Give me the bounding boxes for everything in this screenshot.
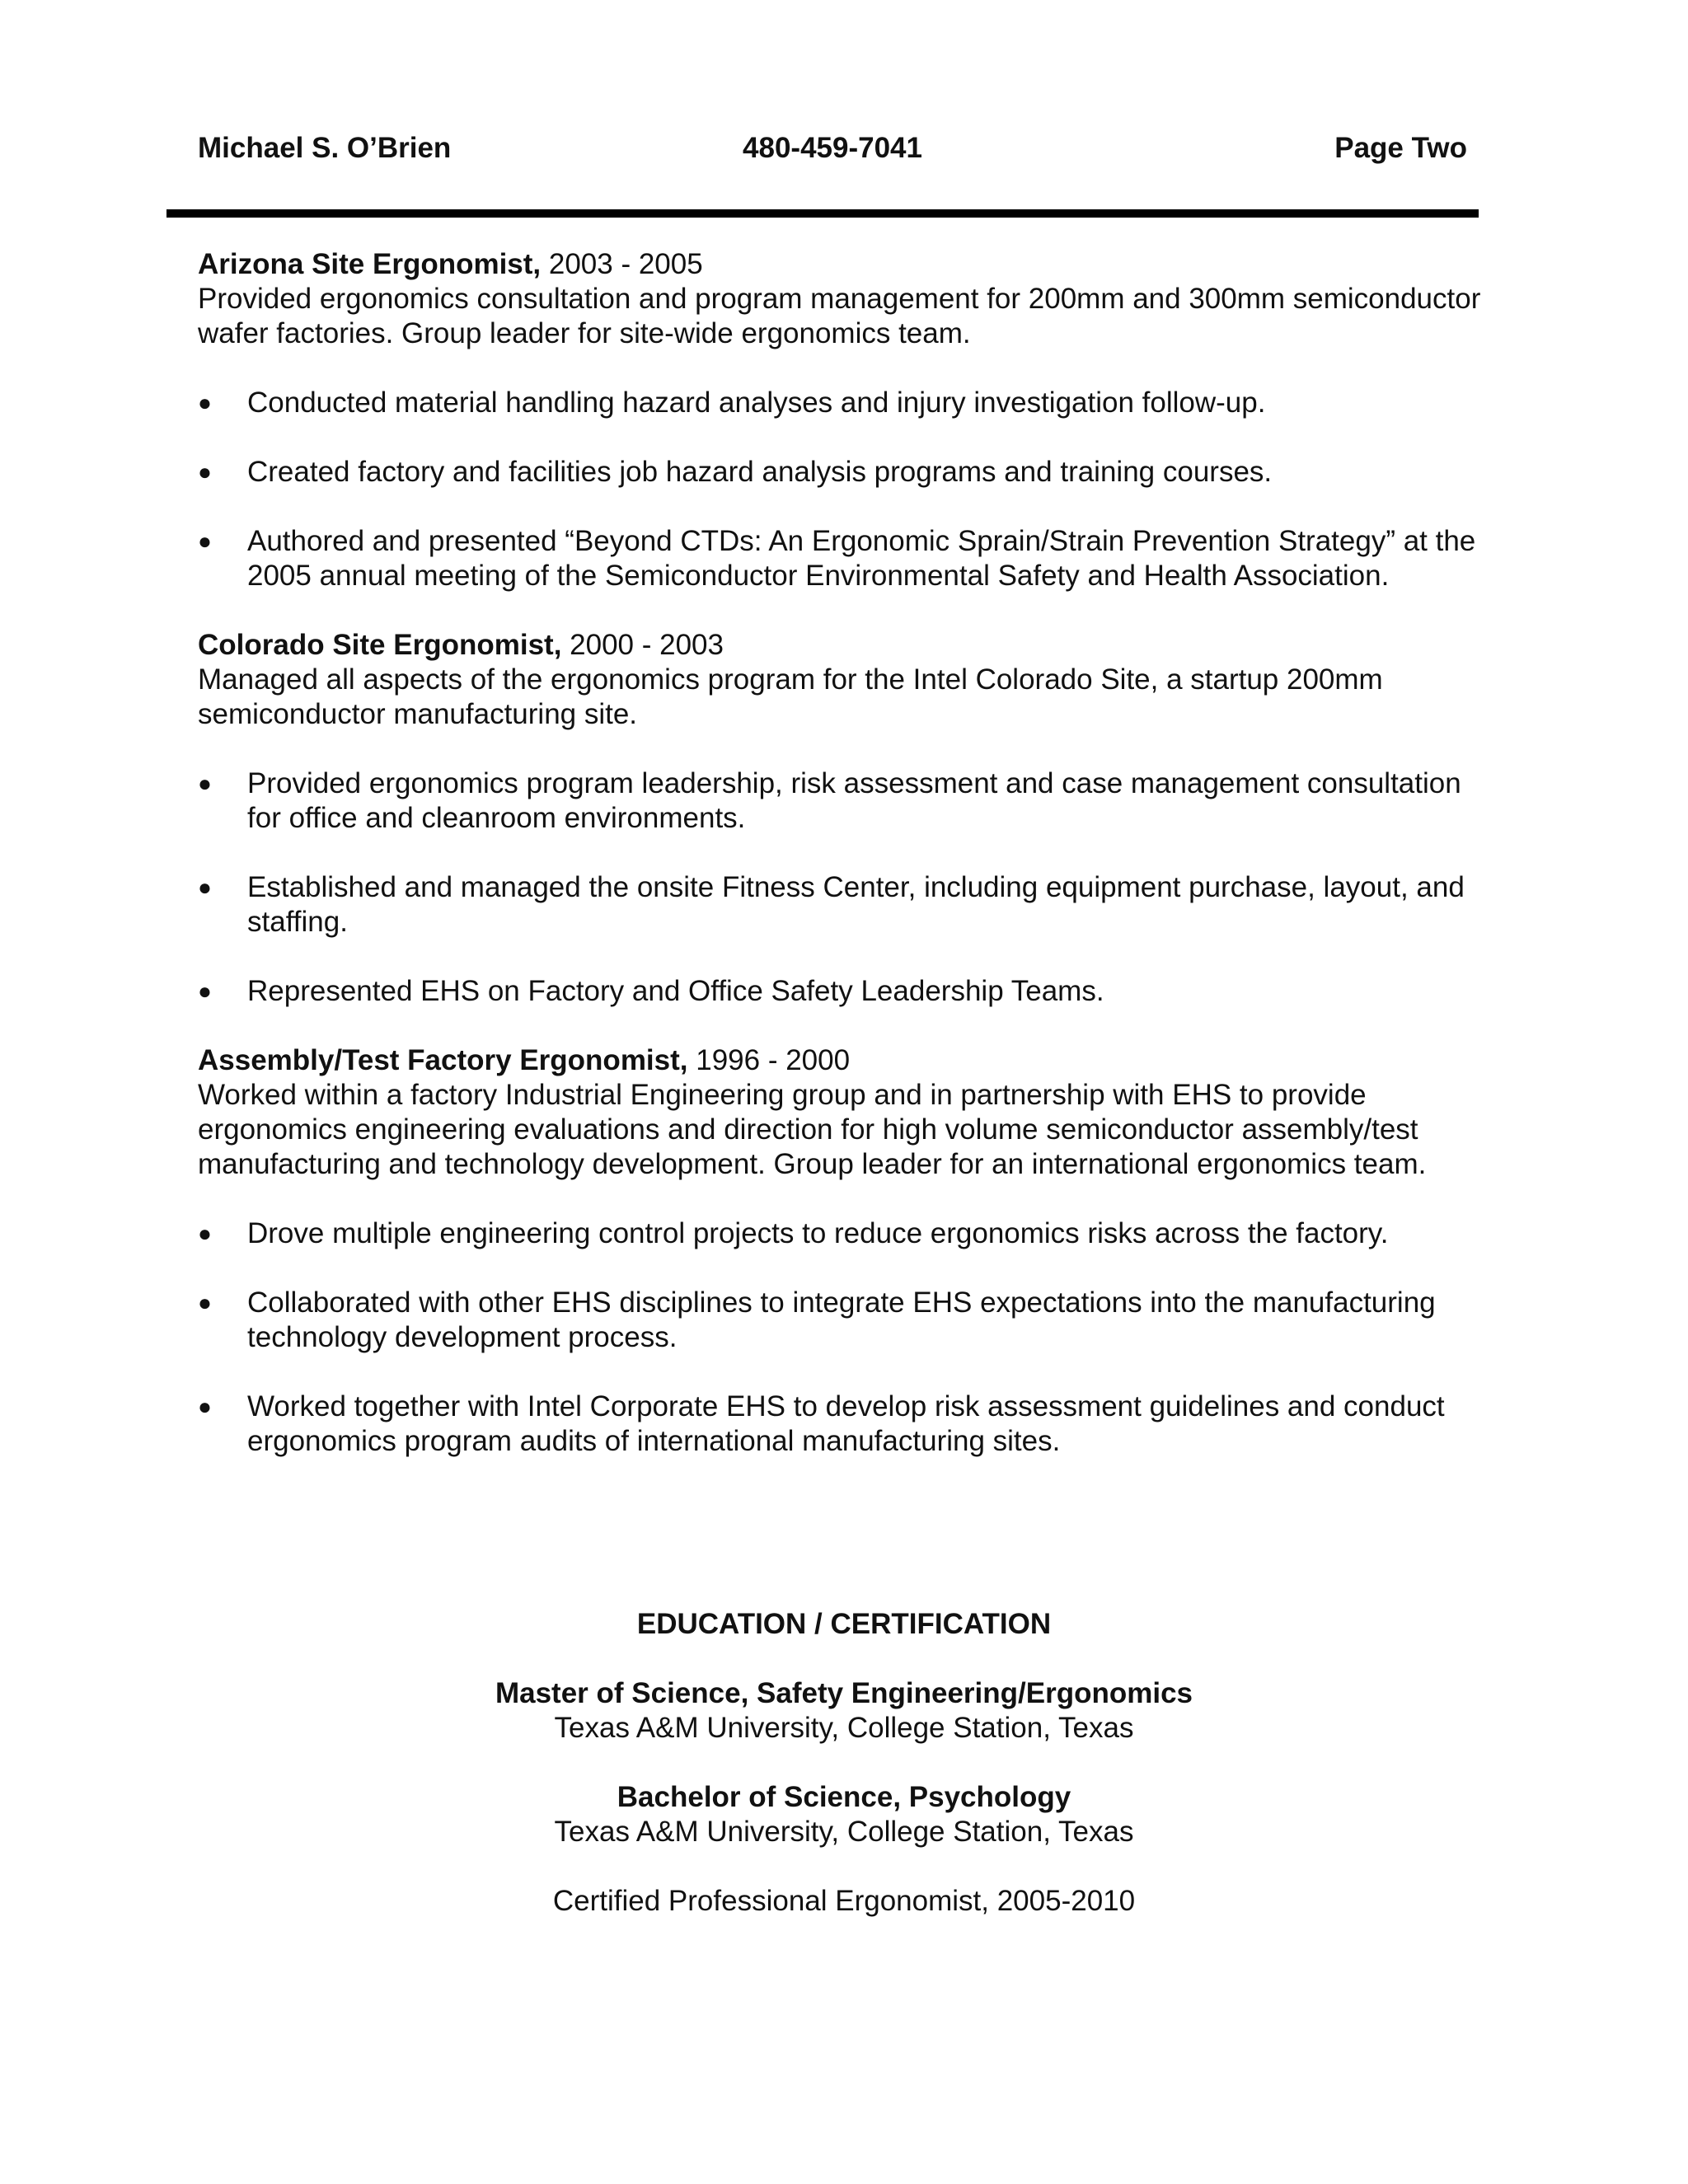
bullet-item bbox=[198, 455, 1484, 490]
bullet-icon: ● bbox=[198, 1290, 212, 1315]
bullet-icon: ● bbox=[198, 390, 212, 415]
bullet-item bbox=[198, 1286, 1484, 1355]
bullet-item bbox=[198, 1216, 1484, 1251]
header-divider bbox=[166, 209, 1479, 218]
job-bullets bbox=[198, 386, 1484, 593]
bullet-text: Worked together with Intel Corporate EHS to develop risk assessment guidelines and conduct ergonomics program audits of international manufacturing sites. bbox=[247, 1390, 1445, 1457]
bullet-text: Created factory and facilities job hazard analysis programs and training courses. bbox=[247, 456, 1273, 488]
job-title: Colorado Site Ergonomist, bbox=[198, 629, 562, 661]
degree-title: Bachelor of Science, Psychology bbox=[617, 1781, 1071, 1813]
bullet-text: Collaborated with other EHS disciplines to integrate EHS expectations into the manufacturing technology development process. bbox=[247, 1286, 1436, 1353]
job-bullets bbox=[198, 766, 1484, 1009]
bullet-text: Represented EHS on Factory and Office Safety Leadership Teams. bbox=[247, 975, 1104, 1007]
bullet-text: Conducted material handling hazard analyses and injury investigation follow-up. bbox=[247, 387, 1266, 419]
bullet-text: Drove multiple engineering control projects to reduce ergonomics risks across the factory. bbox=[247, 1217, 1389, 1249]
bullet-item bbox=[198, 870, 1484, 940]
bullet-icon: ● bbox=[198, 1221, 212, 1246]
job-entry bbox=[198, 247, 1484, 593]
job-dates: 2000 - 2003 bbox=[561, 629, 724, 661]
job-title: Assembly/Test Factory Ergonomist, bbox=[198, 1044, 688, 1076]
bullet-icon: ● bbox=[198, 978, 212, 1004]
degree-title: Master of Science, Safety Engineering/Ergonomics bbox=[495, 1677, 1193, 1709]
bullet-icon: ● bbox=[198, 874, 212, 900]
bullet-item bbox=[198, 766, 1484, 836]
job-description: Provided ergonomics consultation and program management for 200mm and 300mm semiconductor wafer factories. Group leader for site-wide ergonomics team. bbox=[198, 283, 1481, 349]
bullet-icon: ● bbox=[198, 528, 212, 554]
bullet-item bbox=[198, 524, 1484, 593]
job-heading bbox=[198, 1043, 1484, 1078]
job-entry bbox=[198, 1043, 1484, 1459]
page-header bbox=[198, 132, 1467, 173]
bullet-text: Established and managed the onsite Fitness Center, including equipment purchase, layout, and staffing. bbox=[247, 871, 1465, 938]
job-dates: 2003 - 2005 bbox=[541, 248, 703, 280]
job-heading bbox=[198, 247, 1484, 282]
experience-section bbox=[198, 247, 1484, 1459]
bullet-item bbox=[198, 974, 1484, 1009]
job-dates: 1996 - 2000 bbox=[687, 1044, 851, 1076]
degree-school: Texas A&M University, College Station, Texas bbox=[554, 1712, 1134, 1744]
bullet-icon: ● bbox=[198, 1394, 212, 1419]
candidate-phone: 480-459-7041 bbox=[743, 132, 922, 164]
bullet-text: Provided ergonomics program leadership, risk assessment and case management consultation for office and cleanroom environments. bbox=[247, 767, 1461, 834]
job-description: Worked within a factory Industrial Engineering group and in partnership with EHS to provide ergonomics engineering evaluations and direction for high volume semiconductor assembly/test manufacturing and technology development. Group leader for an international ergonomics team. bbox=[198, 1079, 1427, 1180]
job-heading bbox=[198, 628, 1484, 663]
bullet-icon: ● bbox=[198, 459, 212, 485]
job-description: Managed all aspects of the ergonomics program for the Intel Colorado Site, a startup 200mm semiconductor manufacturing site. bbox=[198, 663, 1383, 730]
education-section bbox=[0, 1607, 1688, 1919]
education-heading: EDUCATION / CERTIFICATION bbox=[636, 1608, 1052, 1640]
certification: Certified Professional Ergonomist, 2005-2010 bbox=[552, 1885, 1136, 1917]
job-entry bbox=[198, 628, 1484, 1009]
bullet-text: Authored and presented “Beyond CTDs: An Ergonomic Sprain/Strain Prevention Strategy” at the 2005 annual meeting of the Semiconductor Environmental Safety and Health Association. bbox=[247, 525, 1476, 592]
bullet-item bbox=[198, 386, 1484, 420]
candidate-name: Michael S. O’Brien bbox=[198, 132, 452, 164]
bullet-item bbox=[198, 1390, 1484, 1459]
bullet-icon: ● bbox=[198, 771, 212, 796]
job-bullets bbox=[198, 1216, 1484, 1459]
page-number: Page Two bbox=[1334, 132, 1467, 164]
degree-school: Texas A&M University, College Station, Texas bbox=[554, 1816, 1134, 1848]
job-title: Arizona Site Ergonomist, bbox=[198, 248, 542, 280]
